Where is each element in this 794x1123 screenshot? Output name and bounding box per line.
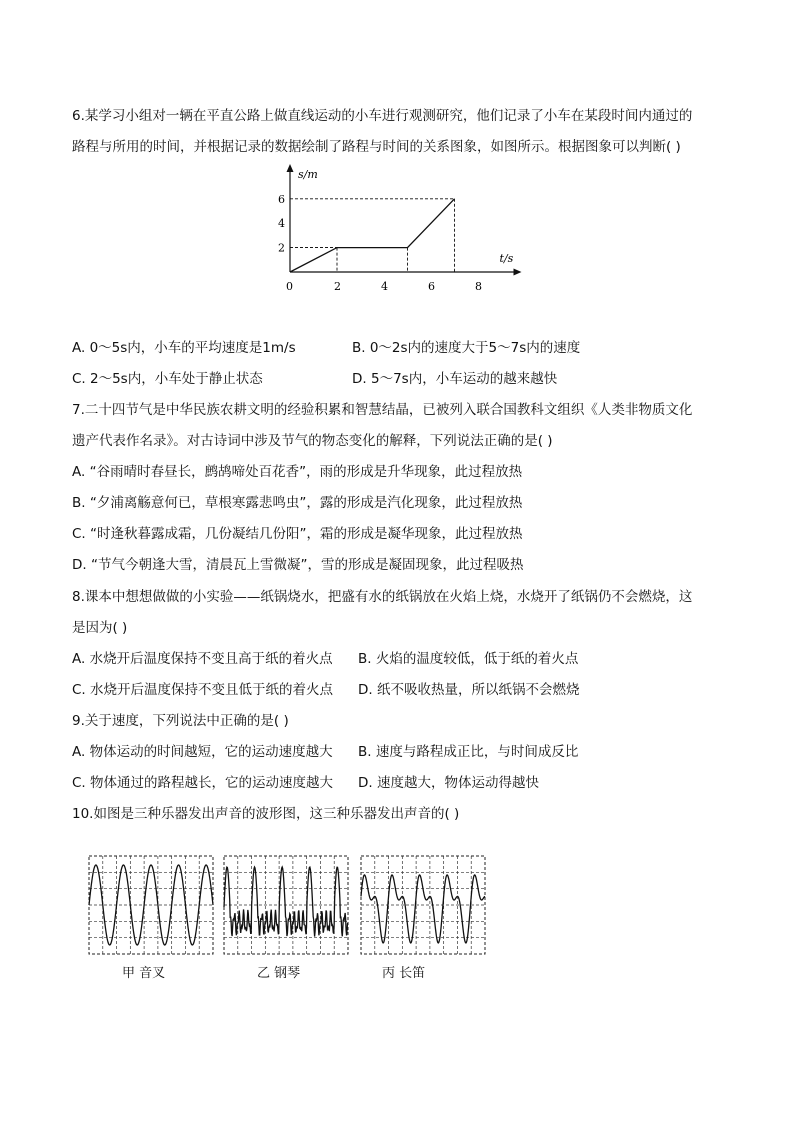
y-tick-label: 6	[278, 192, 285, 206]
y-tick-label: 4	[278, 217, 285, 231]
x-axis-arrow	[514, 269, 522, 276]
x-tick-label: 0	[286, 280, 293, 293]
q7-option-a[interactable]: A. “谷雨晴时春昼长，鹧鸪啼处百花香”，雨的形成是升华现象，此过程放热	[72, 464, 523, 480]
q8-stem-line2: 是因为( )	[72, 620, 128, 636]
q7-option-b[interactable]: B. “夕浦离觞意何已，草根寒露悲鸣虫”，露的形成是汽化现象，此过程放热	[72, 495, 523, 511]
x-tick-label: 4	[381, 280, 388, 293]
x-tick-label: 2	[334, 280, 341, 293]
q9-option-b[interactable]: B. 速度与路程成正比，与时间成反比	[358, 744, 579, 760]
wave-label-piano: 乙 钢琴	[257, 966, 301, 981]
x-tick-label: 6	[428, 280, 435, 293]
x-axis-label: t/s	[499, 252, 514, 265]
q7-option-c[interactable]: C. “时逢秋暮露成霜，几份凝结几份阳”，霜的形成是凝华现象，此过程放热	[72, 526, 523, 542]
y-axis-arrow	[287, 164, 294, 172]
q6-option-a[interactable]: A. 0～5s内，小车的平均速度是1m/s	[72, 340, 296, 356]
wave-label-tuning-fork: 甲 音叉	[122, 966, 166, 981]
x-tick-label: 8	[475, 280, 482, 293]
q8-stem-line1: 8.课本中想想做做的小实验——纸锅烧水，把盛有水的纸锅放在火焰上烧，水烧开了纸锅仍不会燃烧，这	[72, 589, 693, 605]
q6-stem-line2: 路程与所用的时间，并根据记录的数据绘制了路程与时间的关系图象，如图所示。根据图象可以判断( )	[72, 139, 681, 155]
q7-stem-line1: 7.二十四节气是中华民族农耕文明的经验积累和智慧结晶，已被列入联合国教科文组织《人类非物质文化	[72, 402, 693, 418]
waveform-tuning-fork	[88, 855, 214, 955]
q8-option-a[interactable]: A. 水烧开后温度保持不变且高于纸的着火点	[72, 651, 333, 667]
waveform-curve	[361, 875, 485, 943]
s-t-graph	[270, 162, 530, 302]
q9-option-a[interactable]: A. 物体运动的时间越短，它的运动速度越大	[72, 744, 333, 760]
q9-option-d[interactable]: D. 速度越大，物体运动得越快	[358, 775, 539, 791]
q10-stem: 10.如图是三种乐器发出声音的波形图，这三种乐器发出声音的( )	[72, 806, 460, 822]
waveform-piano	[223, 855, 349, 955]
q6-stem-line1: 6.某学习小组对一辆在平直公路上做直线运动的小车进行观测研究，他们记录了小车在某段时间内通过的	[72, 108, 693, 124]
y-tick-label: 2	[278, 241, 285, 255]
q8-option-b[interactable]: B. 火焰的温度较低，低于纸的着火点	[358, 651, 579, 667]
q8-option-c[interactable]: C. 水烧开后温度保持不变且低于纸的着火点	[72, 682, 334, 698]
q6-option-c[interactable]: C. 2～5s内，小车处于静止状态	[72, 371, 263, 387]
q7-option-d[interactable]: D. “节气今朝逢大雪，清晨瓦上雪微凝”，雪的形成是凝固现象，此过程吸热	[72, 557, 524, 573]
q7-stem-line2: 遗产代表作名录》。对古诗词中涉及节气的物态变化的解释，下列说法正确的是( )	[72, 433, 553, 449]
waveform-flute	[360, 855, 486, 955]
distance-time-line	[290, 199, 455, 272]
q6-option-d[interactable]: D. 5～7s内，小车运动的越来越快	[352, 371, 558, 387]
q9-option-c[interactable]: C. 物体通过的路程越长，它的运动速度越大	[72, 775, 334, 791]
q6-option-b[interactable]: B. 0～2s内的速度大于5～7s内的速度	[352, 340, 581, 356]
y-axis-label: s/m	[298, 168, 318, 181]
q9-stem: 9.关于速度，下列说法中正确的是( )	[72, 713, 289, 729]
wave-label-flute: 丙 长笛	[382, 966, 426, 981]
q8-option-d[interactable]: D. 纸不吸收热量，所以纸锅不会燃烧	[358, 682, 580, 698]
waveform-curve	[224, 867, 348, 937]
